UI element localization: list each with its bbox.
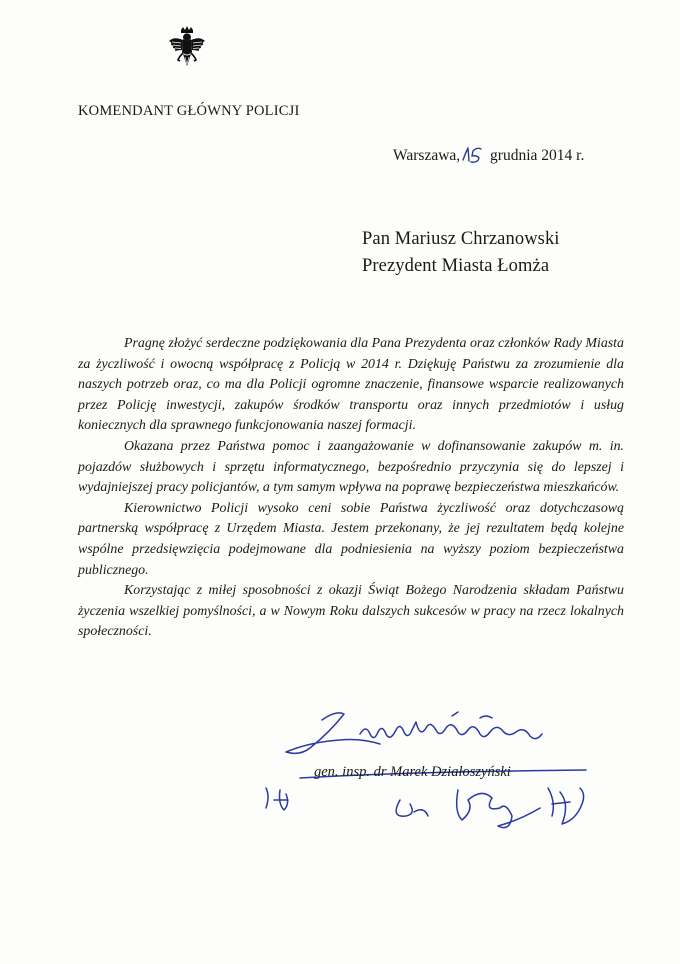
date-place: Warszawa,	[393, 147, 461, 164]
date-rest: grudnia 2014 r.	[490, 147, 585, 164]
addressee-block	[362, 226, 560, 280]
addressee-name: Pan Mariusz Chrzanowski	[362, 229, 560, 249]
signer-name: gen. insp. dr Marek Działoszyński	[314, 764, 511, 780]
body-paragraph: Kierownictwo Policji wysoko ceni sobie Państwa życzliwość oraz dotychczasową partnerską współpracę z Urzędem Miasta. Jestem przekonany, że jej rezultatem będą kolejne wspólne przedsięwzięcia podejmowane dla podniesienia na wyższy poziom bezpieczeństwa publicznego.	[78, 500, 624, 578]
body-paragraph: Okazana przez Państwa pomoc i zaangażowanie w dofinansowanie zakupów m. in. pojazdów służbowych i sprzętu informatycznego, bezpośrednio przyczynia się do lepszej i wydajniejszej pracy policjantów, a tym samym wpływa na poprawę bezpieczeństwa mieszkańców.	[78, 438, 624, 496]
letter-body	[78, 334, 624, 643]
office-heading: KOMENDANT GŁÓWNY POLICJI	[78, 103, 300, 119]
dateline	[393, 146, 584, 165]
handwritten-day	[460, 146, 486, 164]
addressee-title: Prezydent Miasta Łomża	[362, 256, 550, 276]
polish-eagle-emblem-icon	[168, 26, 206, 72]
body-paragraph: Korzystając z miłej sposobności z okazji Świąt Bożego Narodzenia składam Państwu życzenia wszelkiej pomyślności, a w Nowym Roku dalszych sukcesów w pracy na rzecz lokalnych społeczności.	[78, 583, 624, 640]
body-paragraph: Pragnę złożyć serdeczne podziękowania dla Pana Prezydenta oraz członków Rady Miasta za życzliwość i owocną współpracę z Policją w 2014 r. Dziękuję Państwu za zrozumienie dla naszych potrzeb oraz, co ma dla Policji ogromne znaczenie, finansowe wsparcie realizowanych przez Policję inwestycji, zakupów środków transportu oraz innych przedmiotów i usług koniecznych dla sprawnego funkcjonowania naszej formacji.	[78, 336, 624, 434]
signature-block	[240, 708, 620, 848]
